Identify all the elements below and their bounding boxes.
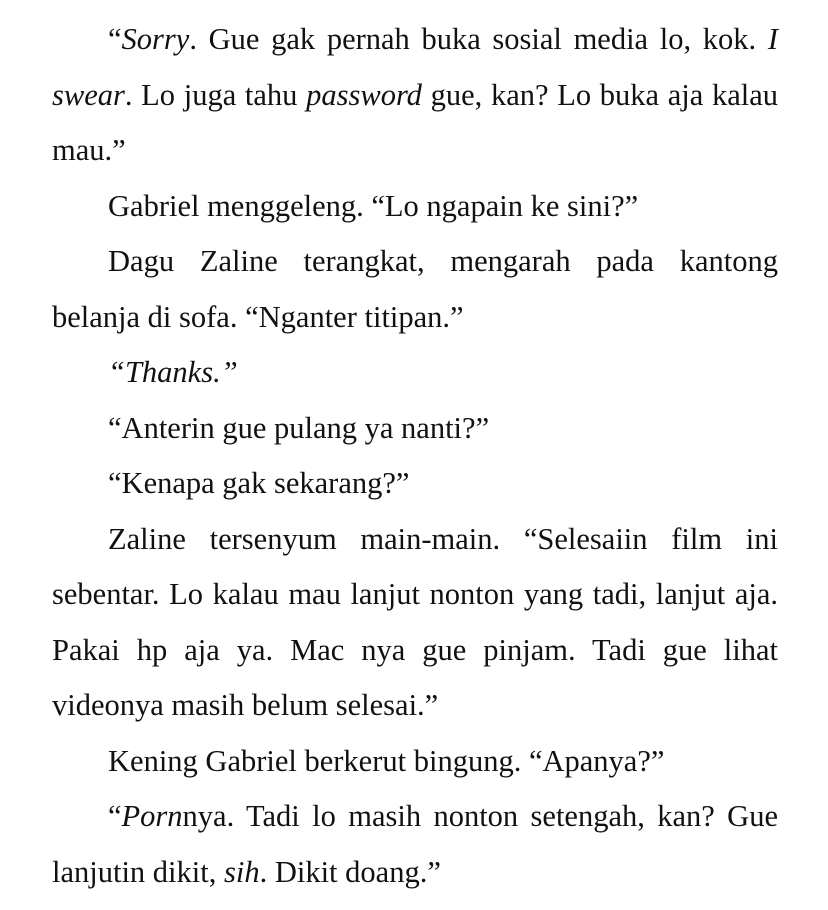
paragraph-4: “Thanks.” [108, 355, 238, 389]
paragraph-3: Dagu Zaline terangkat, mengarah pada kantong belanja di sofa. “Nganter titipan.” [52, 244, 778, 334]
paragraph-5: “Anterin gue pulang ya nanti?” [108, 410, 490, 445]
paragraph-8: Kening Gabriel berkerut bingung. “Apanya?” [108, 743, 665, 778]
paragraph-1: “Sorry. Gue gak pernah buka sosial media lo, kok. I swear. Lo juga tahu password gue, kan? Lo buka aja kalau mau.” [52, 22, 778, 167]
book-page [52, 12, 778, 900]
paragraph-6: “Kenapa gak sekarang?” [108, 466, 410, 500]
paragraph-9: “Pornnya. Tadi lo masih nonton setengah, kan? Gue lanjutin dikit, sih. Dikit doang.” [52, 799, 778, 889]
paragraph-2: Gabriel menggeleng. “Lo ngapain ke sini?” [108, 188, 639, 223]
paragraph-7: Zaline tersenyum main-main. “Selesaiin film ini sebentar. Lo kalau mau lanjut nonton yang tadi, lanjut aja. Pakai hp aja ya. Mac nya gue pinjam. Tadi gue lihat videonya masih belum selesai.” [52, 521, 778, 722]
